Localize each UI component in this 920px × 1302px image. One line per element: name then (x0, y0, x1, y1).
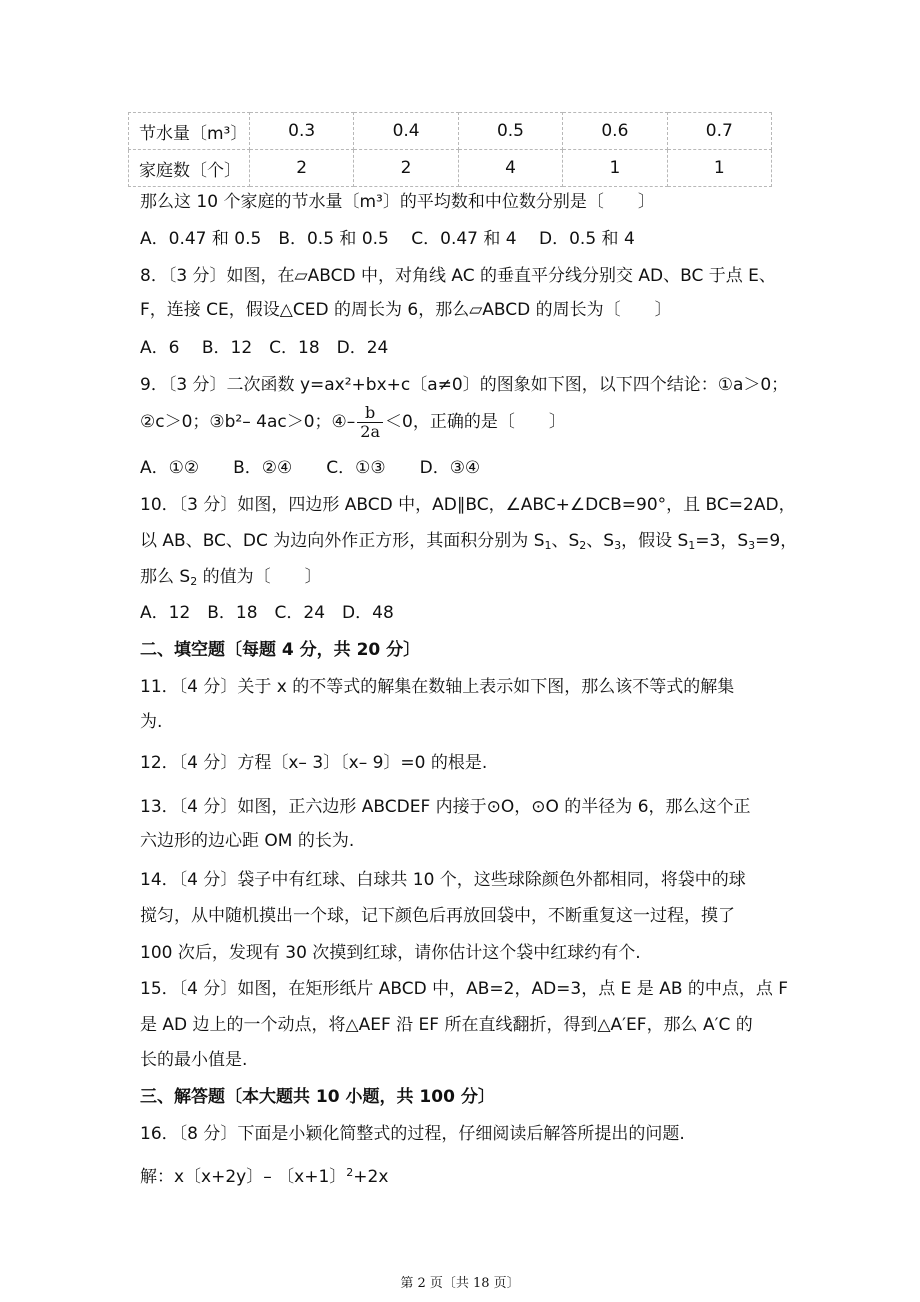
q13-line2: 六边形的边心距 OM 的长为. (140, 831, 355, 851)
q8-line2: F，连接 CE，假设△CED 的周长为 6，那么▱ABCD 的周长为〔 〕 (140, 300, 672, 320)
q7-options: A．0.47 和 0.5 B．0.5 和 0.5 C．0.47 和 4 D．0.5 和 4 (140, 229, 635, 249)
subscript: 1 (688, 539, 696, 552)
q15-line1: 15．〔4 分〕如图，在矩形纸片 ABCD 中，AB=2，AD=3，点 E 是 AB 的中点，点 F (140, 979, 789, 999)
text-segment: 、S (586, 531, 615, 551)
q9-line2 (140, 402, 566, 442)
table-cell: 1 (563, 150, 667, 187)
q11-line2: 为. (140, 712, 163, 732)
fraction-denominator: 2a (360, 421, 381, 441)
text-segment: 解：x〔x+2y〕– 〔x+1〕 (140, 1167, 347, 1187)
section-3-heading: 三、解答题〔本大题共 10 小题，共 100 分〕 (140, 1087, 495, 1107)
text-segment: +2x (353, 1167, 389, 1187)
table-cell: 4 (458, 150, 562, 187)
q15-line3: 长的最小值是. (140, 1050, 248, 1070)
q14-line1: 14．〔4 分〕袋子中有红球、白球共 10 个，这些球除颜色外都相同，将袋中的球 (140, 870, 746, 890)
q12-line1: 12．〔4 分〕方程〔x– 3〕〔x– 9〕=0 的根是. (140, 753, 488, 773)
q15-line2: 是 AD 边上的一个动点，将△AEF 沿 EF 所在直线翻折，得到△A′EF，那么 A′C 的 (140, 1015, 753, 1035)
q7-text: 那么这 10 个家庭的节水量〔m³〕的平均数和中位数分别是〔 〕 (140, 192, 655, 212)
subscript: 3 (748, 539, 756, 552)
table-cell: 2 (250, 150, 354, 187)
table-cell: 0.4 (354, 113, 458, 150)
subscript: 1 (544, 539, 552, 552)
superscript: 2 (346, 1166, 354, 1179)
fraction-numerator: b (357, 404, 383, 423)
q8-options: A．6 B．12 C．18 D．24 (140, 338, 389, 358)
text-segment: =3，S (695, 531, 749, 551)
row-header: 节水量〔m³〕 (129, 113, 250, 150)
q14-line2: 搅匀，从中随机摸出一个球，记下颜色后再放回袋中，不断重复这一过程，摸了 (140, 906, 735, 926)
q16-line2 (140, 1162, 388, 1188)
table-cell: 2 (354, 150, 458, 187)
table-cell: 0.6 (563, 113, 667, 150)
q9-line1: 9．〔3 分〕二次函数 y=ax²+bx+c〔a≠0〕的图象如下图，以下四个结论：①a＞0； (140, 375, 789, 395)
text-segment: ，假设 S (621, 531, 689, 551)
table-cell: 1 (667, 150, 771, 187)
q13-line1: 13．〔4 分〕如图，正六边形 ABCDEF 内接于⊙O，⊙O 的半径为 6，那么这个正 (140, 797, 751, 817)
q10-line2 (140, 530, 797, 557)
q8-line1: 8．〔3 分〕如图，在▱ABCD 中，对角线 AC 的垂直平分线分别交 AD、BC 于点 E、 (140, 266, 776, 286)
table-cell: 0.3 (250, 113, 354, 150)
q11-line1: 11．〔4 分〕关于 x 的不等式的解集在数轴上表示如下图，那么该不等式的解集 (140, 677, 735, 697)
table-cell: 0.7 (667, 113, 771, 150)
text-segment: 以 AB、BC、DC 为边向外作正方形，其面积分别为 S (140, 531, 545, 551)
q10-options: A．12 B．18 C．24 D．48 (140, 603, 394, 623)
text-segment: 、S (551, 531, 580, 551)
q9-line2-pre: ②c＞0；③b²– 4ac＞0；④– (140, 412, 356, 432)
q9-line2-post: ＜0，正确的是〔 〕 (385, 412, 566, 432)
q9-options: A．①② B．②④ C．①③ D．③④ (140, 458, 481, 478)
water-saving-table (128, 112, 772, 187)
fraction-b-over-2a (357, 404, 383, 441)
section-2-heading: 二、填空题〔每题 4 分，共 20 分〕 (140, 640, 421, 660)
q14-line3: 100 次后，发现有 30 次摸到红球，请你估计这个袋中红球约有个. (140, 943, 641, 963)
text-segment: =9， (755, 531, 798, 551)
q16-line1: 16．〔8 分〕下面是小颖化简整式的过程，仔细阅读后解答所提出的问题. (140, 1124, 685, 1144)
row-header: 家庭数〔个〕 (129, 150, 250, 187)
table-row (129, 150, 772, 187)
text-segment: 那么 S (140, 567, 191, 587)
subscript: 2 (579, 539, 587, 552)
table-row (129, 113, 772, 150)
subscript: 2 (190, 575, 198, 588)
text-segment: 的值为〔 〕 (197, 567, 322, 587)
q10-line1: 10．〔3 分〕如图，四边形 ABCD 中，AD∥BC，∠ABC+∠DCB=90°，且 BC=2AD， (140, 495, 796, 515)
page-footer: 第 2 页〔共 18 页〕 (400, 1276, 520, 1291)
table-cell: 0.5 (458, 113, 562, 150)
q10-line3 (140, 566, 322, 593)
subscript: 3 (614, 539, 622, 552)
